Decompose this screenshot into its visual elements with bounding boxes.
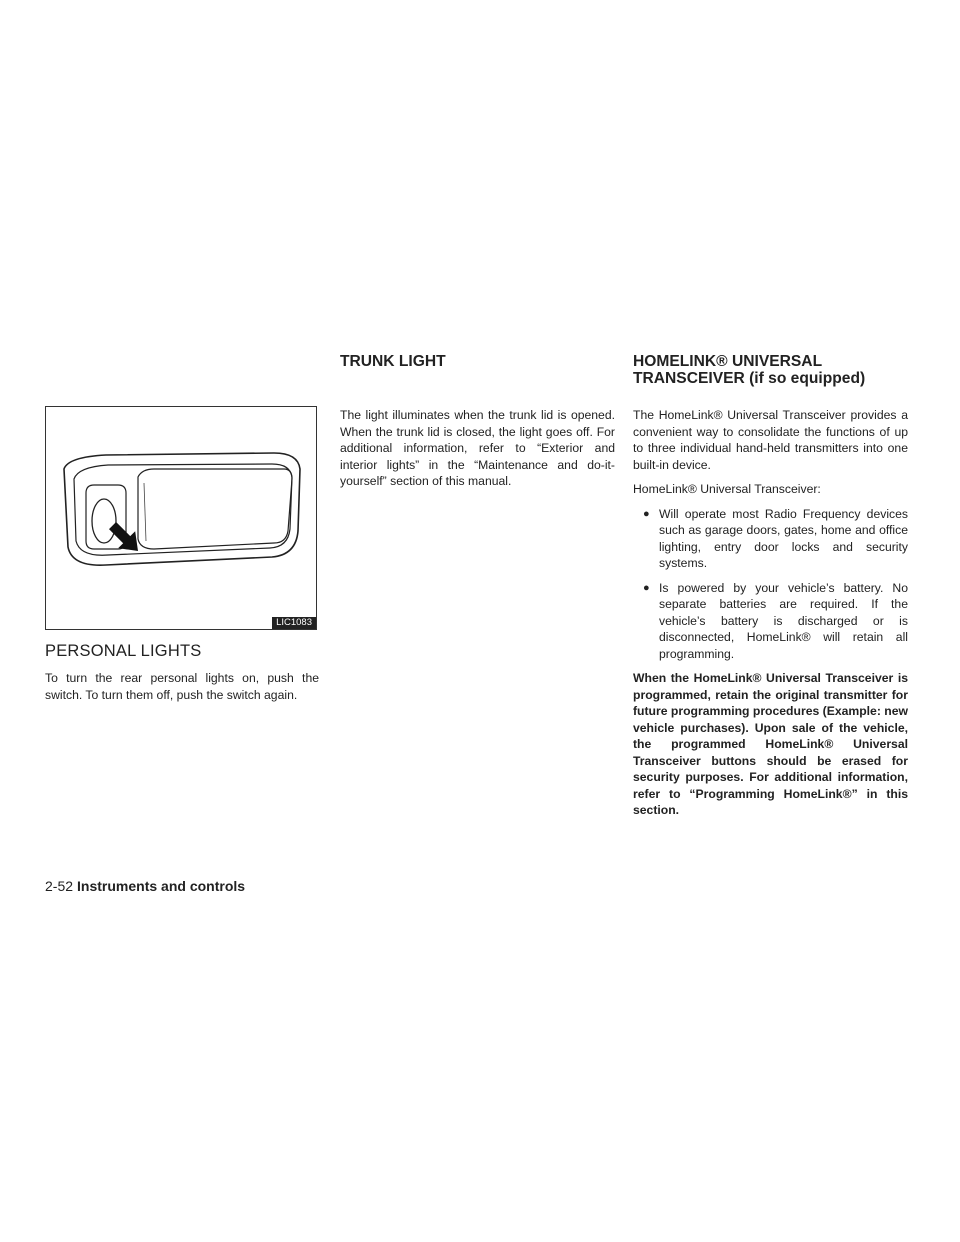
personal-lights-body: To turn the rear personal lights on, push the switch. To turn them off, push the switch again.	[45, 671, 319, 702]
trunk-light-heading: TRUNK LIGHT	[340, 353, 446, 370]
column-left	[45, 406, 319, 711]
column-right	[633, 353, 908, 827]
personal-lights-heading: PERSONAL LIGHTS	[45, 642, 202, 660]
section-title: Instruments and controls	[77, 878, 246, 894]
personal-light-illustration	[46, 407, 316, 629]
homelink-heading-line2: TRANSCEIVER (if so equipped)	[633, 370, 866, 387]
list-item	[633, 580, 908, 663]
figure-code: LIC1083	[272, 617, 316, 629]
bullet-icon: ●	[643, 507, 650, 520]
homelink-heading	[633, 353, 908, 387]
bullet-text: Will operate most Radio Frequency devices such as garage doors, gates, home and office lighting, entry door locks and security systems.	[659, 506, 908, 570]
list-item	[633, 506, 908, 572]
trunk-light-body: The light illuminates when the trunk lid is opened. When the trunk lid is closed, the light goes off. For additional information, refer to “Exterior and interior lights” in the “Maintenance and do-it-yourself” section of this manual.	[340, 408, 615, 488]
column-middle	[340, 353, 615, 498]
homelink-heading-line1: HOMELINK® UNIVERSAL	[633, 353, 823, 370]
personal-light-figure	[45, 406, 317, 630]
page-footer	[45, 877, 245, 895]
page-number: 2-52	[45, 878, 74, 894]
homelink-list-lead: HomeLink® Universal Transceiver:	[633, 482, 821, 496]
homelink-warning: When the HomeLink® Universal Transceiver is programmed, retain the original transmitter for future programming procedures (Example: new vehicle purchases). Upon sale of the vehicle, the programmed HomeLink® Universal Transceiver buttons should be erased for security purposes. For additional information, refer to “Programming HomeLink®” in this section.	[633, 671, 908, 817]
bullet-icon: ●	[643, 581, 650, 594]
bullet-text: Is powered by your vehicle’s battery. No separate batteries are required. If the vehicle’s battery is discharged or is disconnected, HomeLink® will retain all programming.	[659, 580, 908, 661]
homelink-bullet-list	[633, 506, 908, 663]
homelink-intro: The HomeLink® Universal Transceiver provides a convenient way to consolidate the functions of up to three individual hand-held transmitters into one built-in device.	[633, 408, 908, 472]
